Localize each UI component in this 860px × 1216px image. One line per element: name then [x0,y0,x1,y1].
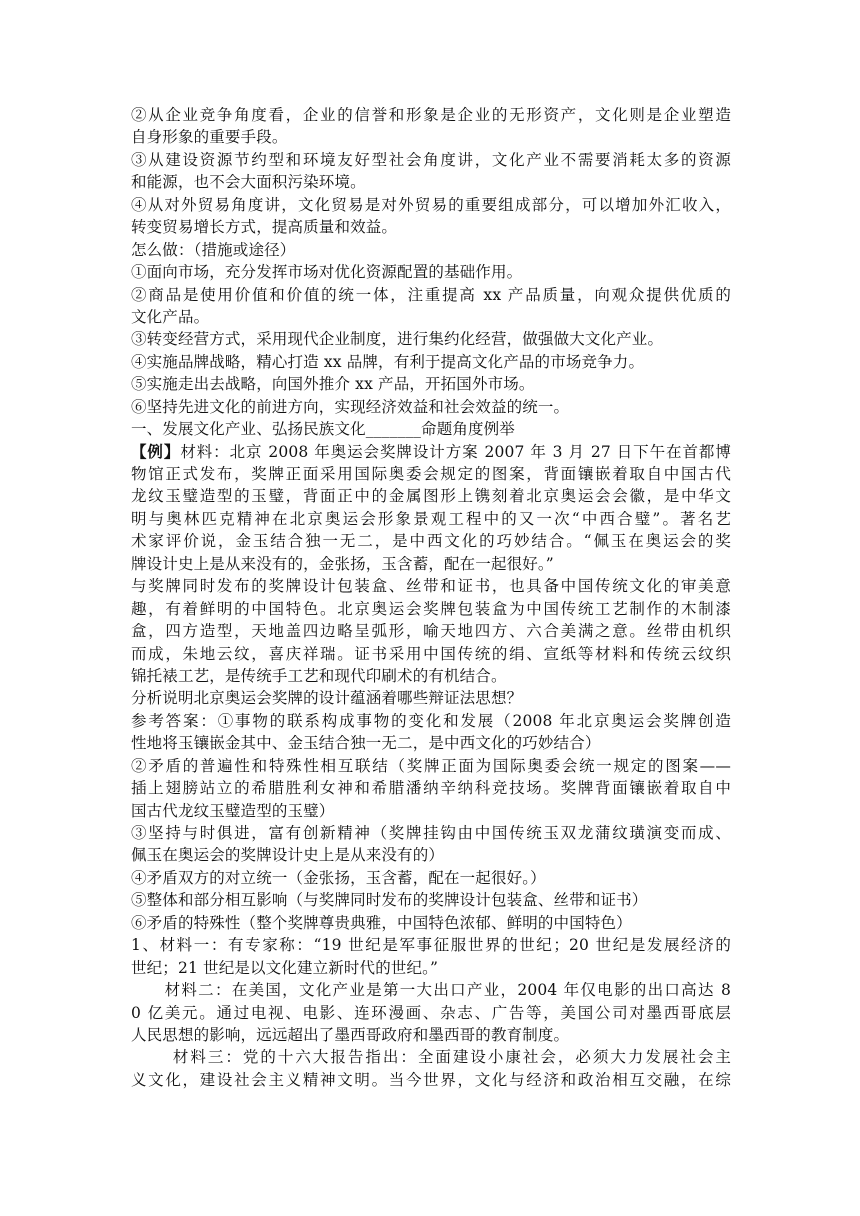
line-text: 佩玉在奥运会的奖牌设计史上是从来没有的） [131,846,445,865]
text-line [131,620,731,642]
line-text: 术家评价说，金玉结合独一无二，是中西文化的巧妙结合。“佩玉在奥运会的奖 [131,532,731,551]
text-line [131,104,731,126]
line-text: ⑤整体和部分相互影响（与奖牌同时发布的奖牌设计包装盒、丝带和证书） [131,891,648,910]
text-line [131,216,731,238]
line-text: 趣，有着鲜明的中国特色。北京奥运会奖牌包装盒为中国传统工艺制作的木制漆 [131,599,731,618]
text-line [131,710,731,732]
line-text: 材料二：在美国，文化产业是第一大出口产业，2004 年仅电影的出口高达 8 [131,981,731,1000]
text-line [131,867,731,889]
line-text: ②商品是使用价值和价值的统一体，注重提高 xx 产品质量，向观众提供优质的 [131,285,731,304]
text-line [131,844,731,866]
line-text: 转变贸易增长方式，提高质量和效益。 [131,218,398,237]
line-text: ⑥矛盾的特殊性（整个奖牌尊贵典雅，中国特色浓郁、鲜明的中国特色） [131,913,632,932]
line-text: 国古代龙纹玉璧造型的玉璧） [131,801,335,820]
text-line [131,463,731,485]
text-line [131,598,731,620]
text-line [131,306,731,328]
line-text: 而成，朱地云纹，喜庆祥瑞。证书采用中国传统的绢、宣纸等材料和传统云纹织 [131,644,731,663]
text-line [131,508,731,530]
line-text: 义文化，建设社会主义精神文明。当今世界，文化与经济和政治相互交融，在综 [131,1070,731,1089]
line-text: ②矛盾的普遍性和特殊性相互联结（奖牌正面为国际奥委会统一规定的图案—— [131,756,731,775]
line-text: 怎么做：（措施或途径） [131,240,296,259]
text-line [131,665,731,687]
text-line [131,979,731,1001]
text-line [131,351,731,373]
text-line [131,1024,731,1046]
text-line [131,889,731,911]
line-text: 一、发展文化产业、弘扬民族文化_______命题角度例举 [131,420,515,439]
line-text: 材料：北京 2008 年奥运会奖牌设计方案 2007 年 3 月 27 日下午在首都博 [180,442,731,461]
line-text: 1、材料一：有专家称：“19 世纪是军事征服世界的世纪；20 世纪是发展经济的 [131,936,731,955]
line-text: 盒，四方造型，天地盖四边略呈弧形，喻天地四方、六合美满之意。丝带由机织 [131,622,731,641]
text-line [131,126,731,148]
text-line [131,1046,731,1068]
line-text: 参考答案：①事物的联系构成事物的变化和发展（2008 年北京奥运会奖牌创造 [131,711,731,730]
line-text: 人民思想的影响，远远超出了墨西哥政府和墨西哥的教育制度。 [131,1025,570,1044]
line-text: ②从企业竞争角度看，企业的信誉和形象是企业的无形资产，文化则是企业塑造 [131,106,731,124]
text-line [131,1002,731,1024]
line-text: 世纪；21 世纪是以文化建立新时代的世纪。” [131,958,439,977]
example-label: 【例】 [131,441,181,461]
text-line [131,530,731,552]
line-text: 锦托裱工艺，是传统手工艺和现代印刷术的有机结合。 [131,666,507,685]
text-line [131,284,731,306]
line-text: 和能源，也不会大面积污染环境。 [131,173,366,192]
text-line [131,171,731,193]
text-line [131,575,731,597]
text-line [131,418,731,440]
line-text: 与奖牌同时发布的奖牌设计包装盒、丝带和证书，也具备中国传统文化的审美意 [131,577,731,596]
line-text: 自身形象的重要手段。 [131,128,288,147]
text-line [131,373,731,395]
text-line [131,912,731,934]
line-text: ④矛盾双方的对立统一（金张扬，玉含蓄，配在一起很好。） [131,868,546,887]
text-line [131,643,731,665]
text-line [131,1069,731,1091]
line-text: ③从建设资源节约型和环境友好型社会角度讲，文化产业不需要消耗太多的资源 [131,150,731,169]
line-text: 牌设计史上是从来没有的，金张扬，玉含蓄，配在一起很好。” [131,554,554,573]
line-text: ④实施品牌战略，精心打造 xx 品牌，有利于提高文化产品的市场竞争力。 [131,352,645,371]
line-text: 性地将玉镶嵌金其中、金玉结合独一无二，是中西文化的巧妙结合） [131,734,601,753]
text-line [131,687,731,709]
line-text: 分析说明北京奥运会奖牌的设计蕴涵着哪些辩证法思想？ [131,689,523,708]
line-text: 物馆正式发布，奖牌正面采用国际奥委会规定的图案，背面镶嵌着取自中国古代 [131,465,731,483]
text-line [131,957,731,979]
line-text: ①面向市场，充分发挥市场对优化资源配置的基础作用。 [131,263,523,282]
text-line [131,934,731,956]
line-text: ④从对外贸易角度讲，文化贸易是对外贸易的重要组成部分，可以增加外汇收入， [131,195,731,214]
text-line [131,194,731,216]
text-line [131,800,731,822]
text-line [131,755,731,777]
text-line [131,553,731,575]
text-line [131,149,731,171]
document-page [131,104,731,1091]
text-line [131,239,731,261]
line-text: 材料三：党的十六大报告指出：全面建设小康社会，必须大力发展社会主 [131,1048,731,1067]
line-text: ⑤实施走出去战略，向国外推介 xx 产品，开拓国外市场。 [131,375,535,394]
text-line [131,328,731,350]
text-line [131,732,731,754]
text-line [131,777,731,799]
line-text: 0 亿美元。通过电视、电影、连环漫画、杂志、广告等，美国公司对墨西哥底层 [131,1003,731,1022]
text-line [131,441,731,463]
text-line [131,261,731,283]
line-text: 插上翅膀站立的希腊胜利女神和希腊潘纳辛纳科竞技场。奖牌背面镶嵌着取自中 [131,779,731,798]
text-line [131,396,731,418]
line-text: 龙纹玉璧造型的玉璧，背面正中的金属图形上镌刻着北京奥运会会徽，是中华文 [131,487,731,506]
text-line [131,822,731,844]
line-text: 文化产品。 [131,307,210,326]
line-text: ③坚持与时俱进，富有创新精神（奖牌挂钩由中国传统玉双龙蒲纹璜演变而成、 [131,824,731,842]
text-line [131,485,731,507]
line-text: ⑥坚持先进文化的前进方向，实现经济效益和社会效益的统一。 [131,397,570,416]
line-text: ③转变经营方式，采用现代企业制度，进行集约化经营，做强做大文化产业。 [131,330,664,349]
line-text: 明与奥林匹克精神在北京奥运会形象景观工程中的又一次“中西合璧”。著名艺 [131,509,731,528]
